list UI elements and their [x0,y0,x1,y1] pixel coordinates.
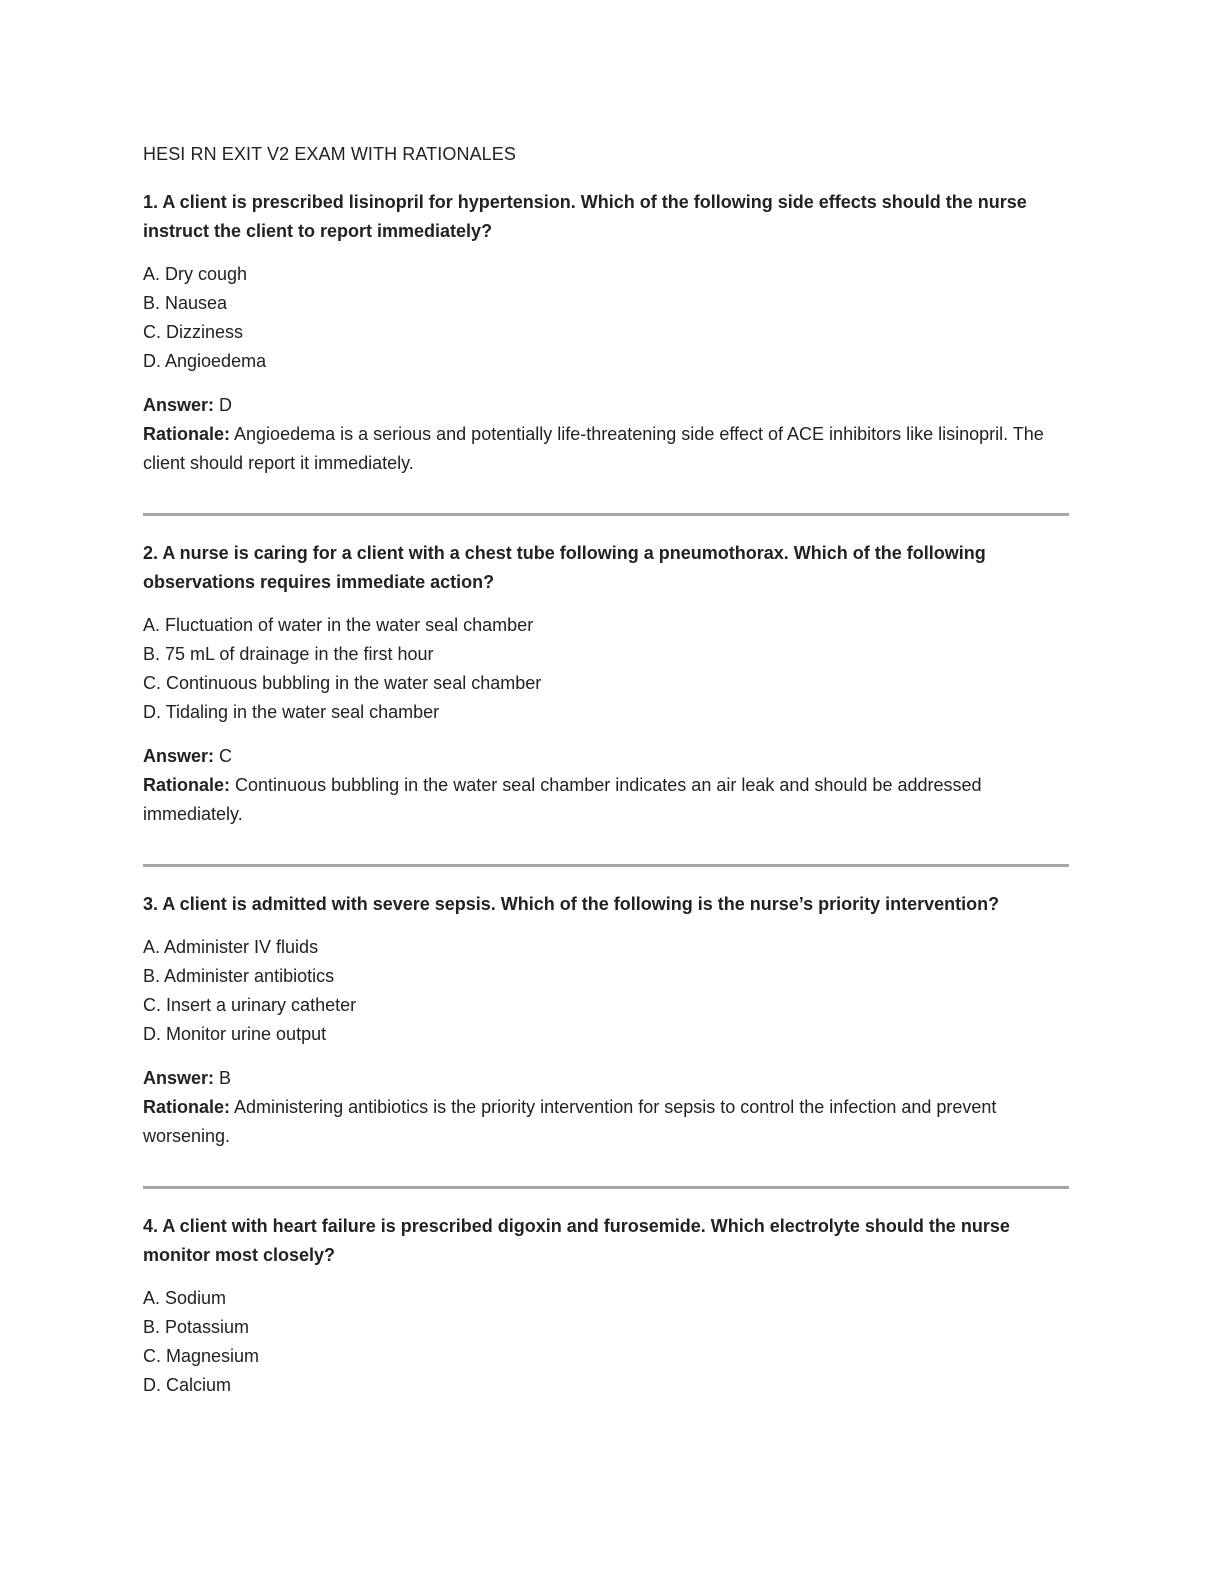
rationale-line [143,771,1073,829]
question-block-2 [143,539,1073,829]
rationale-text: Angioedema is a serious and potentially life-threatening side effect of ACE inhibitors like lisinopril. The client should report it immediately. [143,424,1044,473]
option-item: C. Magnesium [143,1346,260,1366]
rationale-label: Rationale: [143,1097,231,1117]
option-item: B. Nausea [143,293,228,313]
option-item: B. Administer antibiotics [143,966,335,986]
rationale-label: Rationale: [143,424,231,444]
option-item: A. Fluctuation of water in the water seal chamber [143,615,534,635]
rationale-line [143,420,1073,478]
answer-value: B [219,1068,232,1088]
options-list [143,1284,1073,1400]
rationale-label: Rationale: [143,775,231,795]
answer-value: C [219,746,233,766]
option-item: D. Angioedema [143,351,267,371]
answer-line [143,742,1073,771]
option-item: B. Potassium [143,1317,250,1337]
answer-label: Answer: [143,746,215,766]
option-item: D. Tidaling in the water seal chamber [143,702,440,722]
question-block-1 [143,188,1073,478]
option-item: B. 75 mL of drainage in the first hour [143,644,434,664]
section-divider [143,513,1069,516]
answer-label: Answer: [143,395,215,415]
option-item: A. Administer IV fluids [143,937,319,957]
options-list [143,933,1073,1049]
option-item: C. Dizziness [143,322,244,342]
option-item: D. Calcium [143,1375,232,1395]
document-page [143,140,1073,1400]
rationale-line [143,1093,1073,1151]
options-list [143,611,1073,727]
answer-line [143,1064,1073,1093]
option-item: D. Monitor urine output [143,1024,327,1044]
question-block-4 [143,1212,1073,1400]
question-block-3 [143,890,1073,1151]
section-divider [143,1186,1069,1189]
section-divider [143,864,1069,867]
answer-block [143,391,1073,478]
rationale-text: Administering antibiotics is the priority intervention for sepsis to control the infection and prevent worsening. [143,1097,997,1146]
question-text: 4. A client with heart failure is prescribed digoxin and furosemide. Which electrolyte should the nurse monitor most closely? [143,1216,1010,1265]
option-item: A. Dry cough [143,264,248,284]
answer-label: Answer: [143,1068,215,1088]
option-item: C. Insert a urinary catheter [143,995,357,1015]
options-list [143,260,1073,376]
question-text: 2. A nurse is caring for a client with a chest tube following a pneumothorax. Which of the following observations requires immediate action? [143,543,986,592]
question-text: 3. A client is admitted with severe sepsis. Which of the following is the nurse’s priority intervention? [143,894,1000,914]
question-text: 1. A client is prescribed lisinopril for hypertension. Which of the following side effects should the nurse instruct the client to report immediately? [143,192,1027,241]
answer-value: D [219,395,233,415]
option-item: A. Sodium [143,1288,227,1308]
answer-line [143,391,1073,420]
rationale-text: Continuous bubbling in the water seal chamber indicates an air leak and should be addressed immediately. [143,775,982,824]
answer-block [143,742,1073,829]
answer-block [143,1064,1073,1151]
document-title: HESI RN EXIT V2 EXAM WITH RATIONALES [143,144,517,164]
option-item: C. Continuous bubbling in the water seal chamber [143,673,542,693]
